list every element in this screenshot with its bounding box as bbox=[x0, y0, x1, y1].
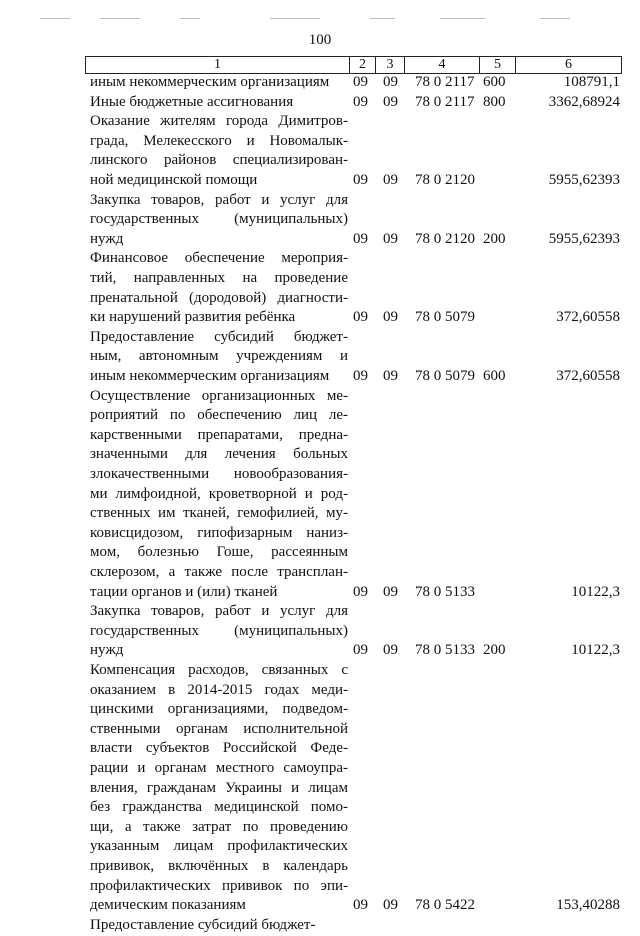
target-article-code: 78 0 5079 bbox=[415, 367, 475, 384]
expense-type-code: 200 bbox=[483, 642, 506, 659]
expense-type-code: 200 bbox=[483, 230, 506, 247]
description-line: без гражданства медицинской помо- bbox=[90, 799, 348, 816]
description-line: Предоставление субсидий бюджет- bbox=[90, 328, 348, 345]
section-code: 09 bbox=[353, 583, 368, 600]
table-row bbox=[90, 328, 620, 387]
amount-value: 10122,3 bbox=[571, 583, 620, 600]
section-code: 09 bbox=[353, 171, 368, 188]
section-code: 09 bbox=[353, 93, 368, 110]
description-line: рации и органам местного самоупра- bbox=[90, 759, 348, 776]
table-row bbox=[90, 93, 620, 113]
subsection-code: 09 bbox=[383, 93, 398, 110]
row-description bbox=[90, 661, 348, 916]
description-line: цинскими организациями, подведом- bbox=[90, 701, 348, 718]
description-line: иным некоммерческим организациям bbox=[90, 74, 330, 90]
description-line: Предоставление субсидий бюджет- bbox=[90, 916, 316, 933]
description-line: карственными препаратами, предна- bbox=[90, 426, 348, 443]
description-line: пренатальной (дородовой) диагности- bbox=[90, 289, 348, 306]
row-codes bbox=[90, 93, 620, 113]
description-line: щи, а также затрат по проведению bbox=[90, 818, 348, 835]
amount-value: 5955,62393 bbox=[548, 171, 620, 188]
subsection-code: 09 bbox=[383, 897, 398, 914]
description-line: града, Мелекесского и Новомалык- bbox=[90, 132, 348, 149]
row-codes bbox=[90, 308, 620, 328]
column-header-3: 3 bbox=[376, 57, 405, 73]
row-codes bbox=[90, 916, 620, 936]
amount-value: 372,60558 bbox=[556, 367, 620, 384]
amount-value: 10122,3 bbox=[571, 642, 620, 659]
expense-type-code: 800 bbox=[483, 93, 506, 110]
expense-type-code: 600 bbox=[483, 74, 506, 90]
description-line: Компенсация расходов, связанных с bbox=[90, 662, 348, 678]
description-line: государственных (муниципальных) bbox=[90, 622, 348, 639]
row-codes bbox=[90, 171, 620, 191]
expense-type-code: 600 bbox=[483, 367, 506, 384]
subsection-code: 09 bbox=[383, 367, 398, 384]
description-line: Иные бюджетные ассигнования bbox=[90, 93, 294, 110]
description-line: тации органов и (или) тканей bbox=[90, 583, 278, 600]
subsection-code: 09 bbox=[383, 642, 398, 659]
description-line: Осуществление организационных ме- bbox=[90, 387, 348, 404]
description-line: тий, направленных на проведение bbox=[90, 269, 348, 286]
subsection-code: 09 bbox=[383, 230, 398, 247]
description-line: ми лимфоидной, кроветворной и род- bbox=[90, 485, 348, 502]
table-row bbox=[90, 73, 620, 93]
table-row bbox=[90, 112, 620, 190]
description-line: линского районов специализирован- bbox=[90, 152, 348, 169]
table-row bbox=[90, 602, 620, 661]
subsection-code: 09 bbox=[383, 309, 398, 326]
row-codes bbox=[90, 641, 620, 661]
description-line: ковисцидозом, гипофизарным наниз- bbox=[90, 524, 348, 541]
amount-value: 108791,1 bbox=[563, 74, 620, 90]
description-line: ным, автономным учреждениям и bbox=[90, 348, 348, 365]
description-line: Закупка товаров, работ и услуг для bbox=[90, 603, 348, 620]
table-row bbox=[90, 661, 620, 916]
table-header-row bbox=[85, 56, 622, 74]
scan-noise bbox=[40, 8, 600, 12]
target-article-code: 78 0 2120 bbox=[415, 230, 475, 247]
description-line: указанным лицам профилактических bbox=[90, 838, 348, 855]
table-row bbox=[90, 249, 620, 327]
target-article-code: 78 0 5133 bbox=[415, 583, 475, 600]
description-line: значенными для лечения больных bbox=[90, 446, 348, 463]
row-codes bbox=[90, 73, 620, 93]
target-article-code: 78 0 5079 bbox=[415, 309, 475, 326]
description-line: склерозом, а также после трансплан- bbox=[90, 563, 348, 580]
section-code: 09 bbox=[353, 642, 368, 659]
description-line: Оказание жителям города Димитров- bbox=[90, 113, 348, 130]
amount-value: 3362,68924 bbox=[548, 93, 620, 110]
description-line: нужд bbox=[90, 230, 124, 247]
row-description bbox=[90, 387, 348, 603]
description-line: оказанием в 2014-2015 годах меди- bbox=[90, 681, 348, 698]
row-codes bbox=[90, 583, 620, 603]
subsection-code: 09 bbox=[383, 74, 398, 90]
amount-value: 372,60558 bbox=[556, 309, 620, 326]
description-line: профилактических прививок по эпи- bbox=[90, 877, 348, 894]
target-article-code: 78 0 2117 bbox=[415, 74, 475, 90]
page-number: 100 bbox=[308, 32, 332, 48]
column-header-6: 6 bbox=[565, 57, 572, 72]
description-line: вления, гражданам Украины и лицам bbox=[90, 779, 348, 796]
subsection-code: 09 bbox=[383, 583, 398, 600]
amount-value: 153,40288 bbox=[556, 897, 620, 914]
description-line: Закупка товаров, работ и услуг для bbox=[90, 191, 348, 208]
description-line: злокачественными новообразования- bbox=[90, 465, 348, 482]
description-line: иным некоммерческим организациям bbox=[90, 367, 330, 384]
table-row bbox=[90, 191, 620, 250]
table-row bbox=[90, 387, 620, 603]
column-header-4: 4 bbox=[405, 57, 480, 73]
description-line: демическим показаниям bbox=[90, 897, 246, 914]
amount-value: 5955,62393 bbox=[548, 230, 620, 247]
description-line: Финансовое обеспечение мероприя- bbox=[90, 250, 348, 267]
row-codes bbox=[90, 230, 620, 250]
section-code: 09 bbox=[353, 230, 368, 247]
description-line: ственными органам исполнительной bbox=[90, 720, 348, 737]
subsection-code: 09 bbox=[383, 171, 398, 188]
description-line: государственных (муниципальных) bbox=[90, 211, 348, 228]
row-codes bbox=[90, 896, 620, 916]
description-line: прививок, включённых в календарь bbox=[90, 857, 348, 874]
scan-noise-dots bbox=[40, 17, 600, 21]
description-line: ственных им тканей, гемофилией, му- bbox=[90, 505, 348, 522]
target-article-code: 78 0 5133 bbox=[415, 642, 475, 659]
row-codes bbox=[90, 367, 620, 387]
section-code: 09 bbox=[353, 897, 368, 914]
column-header-1: 1 bbox=[86, 57, 350, 73]
description-line: нужд bbox=[90, 642, 124, 659]
target-article-code: 78 0 2120 bbox=[415, 171, 475, 188]
section-code: 09 bbox=[353, 309, 368, 326]
target-article-code: 78 0 5422 bbox=[415, 897, 475, 914]
description-line: ной медицинской помощи bbox=[90, 171, 258, 188]
description-line: власти субъектов Российской Феде- bbox=[90, 740, 348, 757]
table-row bbox=[90, 916, 620, 936]
column-header-2: 2 bbox=[350, 57, 376, 73]
column-header-5: 5 bbox=[480, 57, 516, 73]
section-code: 09 bbox=[353, 367, 368, 384]
description-line: ки нарушений развития ребёнка bbox=[90, 309, 296, 326]
description-line: мом, болезнью Гоше, рассеянным bbox=[90, 544, 348, 561]
description-line: роприятий по обеспечению лиц ле- bbox=[90, 407, 348, 424]
target-article-code: 78 0 2117 bbox=[415, 93, 475, 110]
section-code: 09 bbox=[353, 74, 368, 90]
